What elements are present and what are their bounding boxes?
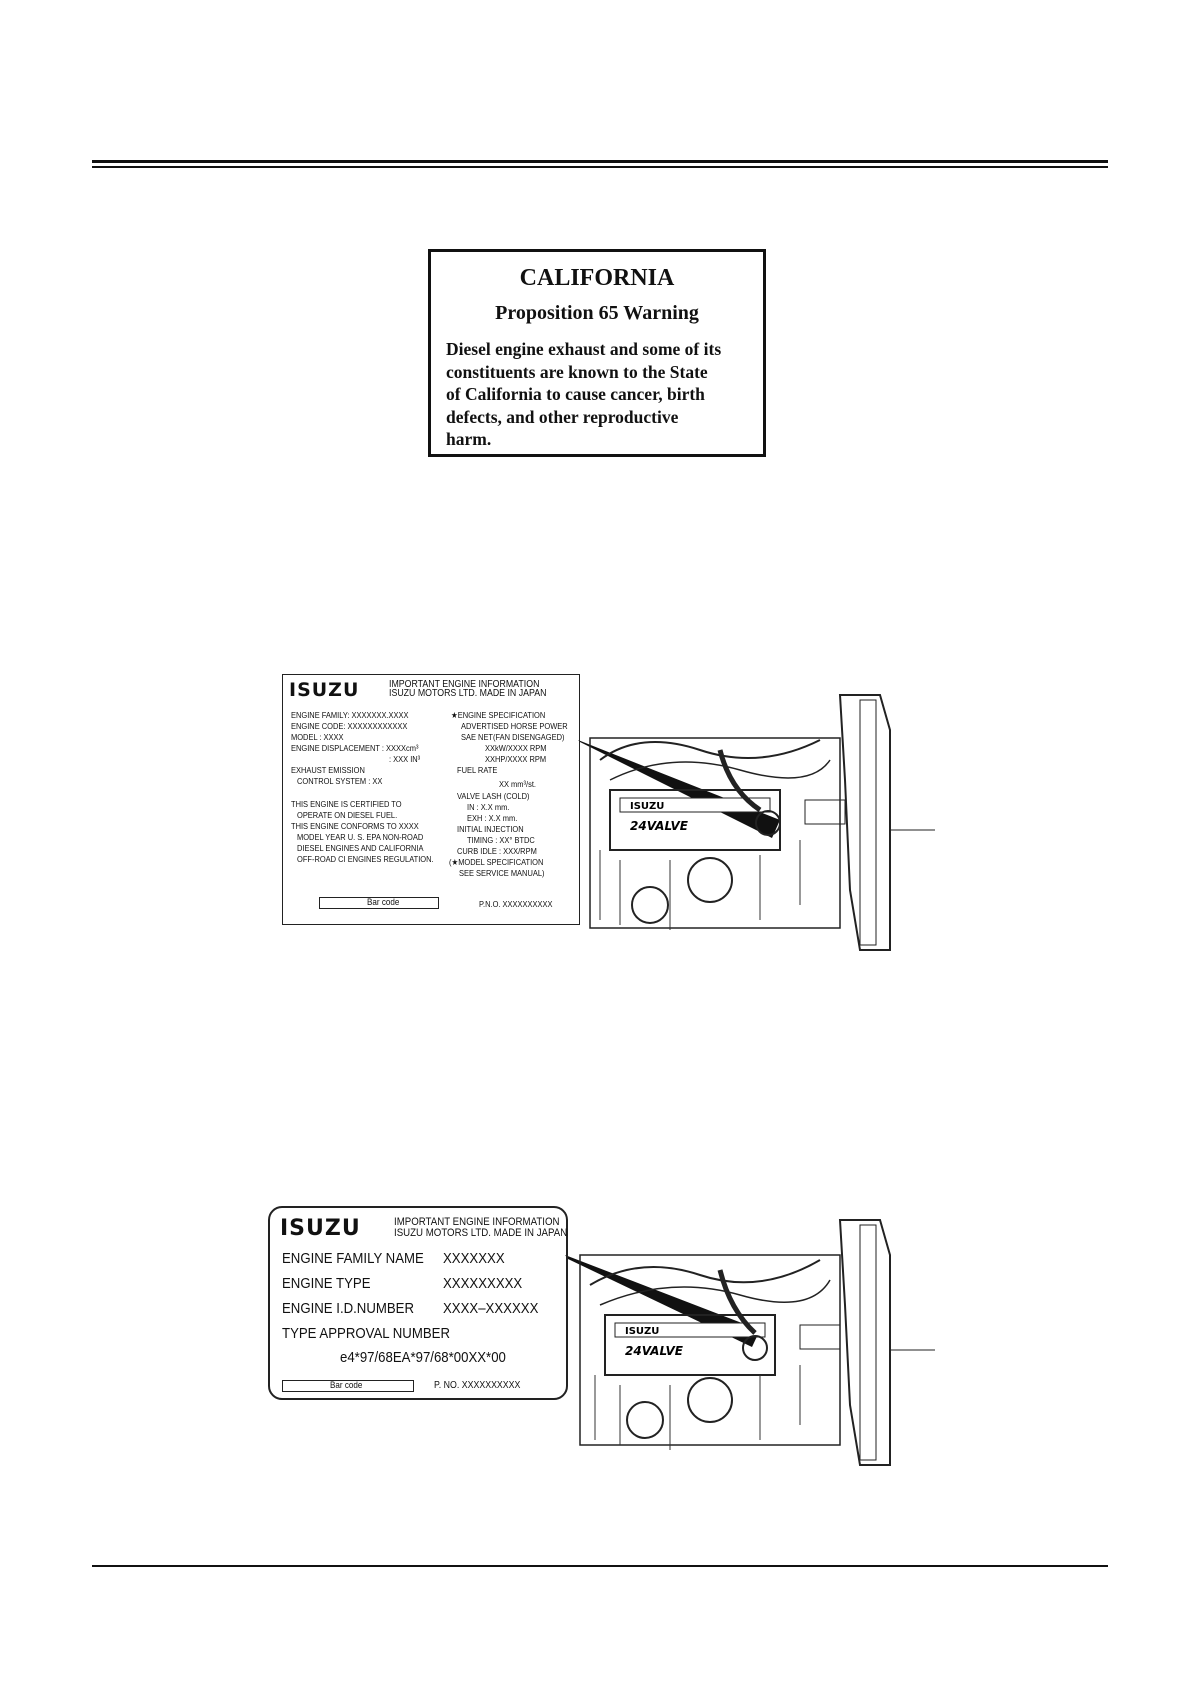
engine-info-label-epa: [282, 674, 580, 925]
warning-line: defects, and other reproductive: [446, 406, 679, 427]
label-spec: EXH : X.X mm.: [467, 813, 518, 823]
top-rule: [92, 160, 1108, 163]
label-spec: XX mm³/st.: [499, 779, 536, 789]
label-spec: (★MODEL SPECIFICATION: [449, 857, 544, 867]
engine-badge-valve: 24VALVE: [625, 1344, 683, 1358]
label-row-value: XXXXXXXXX: [443, 1275, 523, 1292]
label-field: THIS ENGINE CONFORMS TO XXXX: [291, 821, 419, 831]
label-row-value: XXXX–XXXXXX: [443, 1300, 539, 1317]
label-field: MODEL : XXXX: [291, 732, 344, 742]
top-rule-thin: [92, 166, 1108, 168]
engine-badge-brand: ISUZU: [630, 801, 665, 812]
barcode-label: Bar code: [330, 1380, 363, 1390]
label-spec: ★ENGINE SPECIFICATION: [451, 710, 546, 720]
label-field: CONTROL SYSTEM : XX: [297, 776, 383, 786]
label-field: DIESEL ENGINES AND CALIFORNIA: [297, 843, 424, 853]
type-approval-label: TYPE APPROVAL NUMBER: [282, 1325, 450, 1342]
label-spec: ADVERTISED HORSE POWER: [461, 721, 568, 731]
label-row-name: ENGINE I.D.NUMBER: [282, 1300, 415, 1317]
label-header-line: IMPORTANT ENGINE INFORMATION: [389, 679, 540, 690]
label-field: THIS ENGINE IS CERTIFIED TO: [291, 799, 402, 809]
warning-subtitle: Proposition 65 Warning: [495, 302, 699, 324]
label-field: MODEL YEAR U. S. EPA NON-ROAD: [297, 832, 424, 842]
label-field: EXHAUST EMISSION: [291, 765, 365, 775]
label-row-value: XXXXXXX: [443, 1250, 505, 1267]
part-number: P.N.O. XXXXXXXXXX: [479, 899, 553, 909]
label-spec: TIMING : XX° BTDC: [467, 835, 535, 845]
engine-illustration-1: [560, 690, 940, 960]
label-spec: CURB IDLE : XXX/RPM: [457, 846, 537, 856]
engine-badge-valve: 24VALVE: [630, 819, 688, 833]
isuzu-logo: ISUZU: [289, 679, 360, 701]
label-row-name: ENGINE FAMILY NAME: [282, 1250, 424, 1267]
warning-line: of California to cause cancer, birth: [446, 384, 705, 404]
label-spec: XXHP/XXXX RPM: [485, 754, 547, 764]
label-row-name: ENGINE TYPE: [282, 1275, 371, 1292]
label-header-line: ISUZU MOTORS LTD. MADE IN JAPAN: [394, 1227, 568, 1239]
label-field: OFF-ROAD CI ENGINES REGULATION.: [297, 854, 434, 864]
warning-line: harm.: [446, 429, 492, 449]
label-spec: XXkW/XXXX RPM: [485, 743, 547, 753]
engine-illustration-2: [560, 1215, 940, 1475]
label-spec: SEE SERVICE MANUAL): [459, 868, 545, 878]
label-field: ENGINE CODE: XXXXXXXXXXXX: [291, 721, 408, 731]
label-spec: FUEL RATE: [457, 765, 498, 775]
prop65-warning-box: [428, 249, 766, 457]
bottom-rule: [92, 1565, 1108, 1567]
warning-line: Diesel engine exhaust and some of its: [446, 339, 722, 359]
label-field: OPERATE ON DIESEL FUEL.: [297, 810, 398, 820]
label-header-line: ISUZU MOTORS LTD. MADE IN JAPAN: [389, 688, 547, 699]
label-spec: VALVE LASH (COLD): [457, 791, 530, 801]
label-field: ENGINE FAMILY: XXXXXXX.XXXX: [291, 710, 409, 720]
engine-info-label-eu: [268, 1206, 568, 1400]
label-spec: SAE NET(FAN DISENGAGED): [461, 732, 565, 742]
barcode-label: Bar code: [367, 897, 400, 907]
label-field: ENGINE DISPLACEMENT : XXXXcm³: [291, 743, 419, 753]
warning-title: CALIFORNIA: [519, 265, 675, 291]
label-spec: IN : X.X mm.: [467, 802, 510, 812]
warning-line: constituents are known to the State: [446, 361, 708, 382]
label-spec: INITIAL INJECTION: [457, 824, 524, 834]
isuzu-logo: ISUZU: [280, 1216, 361, 1241]
type-approval-value: e4*97/68EA*97/68*00XX*00: [340, 1349, 506, 1366]
label-header-line: IMPORTANT ENGINE INFORMATION: [394, 1216, 560, 1228]
part-number: P. NO. XXXXXXXXXX: [434, 1380, 521, 1391]
label-field: : XXX IN³: [389, 754, 421, 764]
engine-badge-brand: ISUZU: [625, 1326, 660, 1337]
warning-text: [446, 338, 751, 451]
